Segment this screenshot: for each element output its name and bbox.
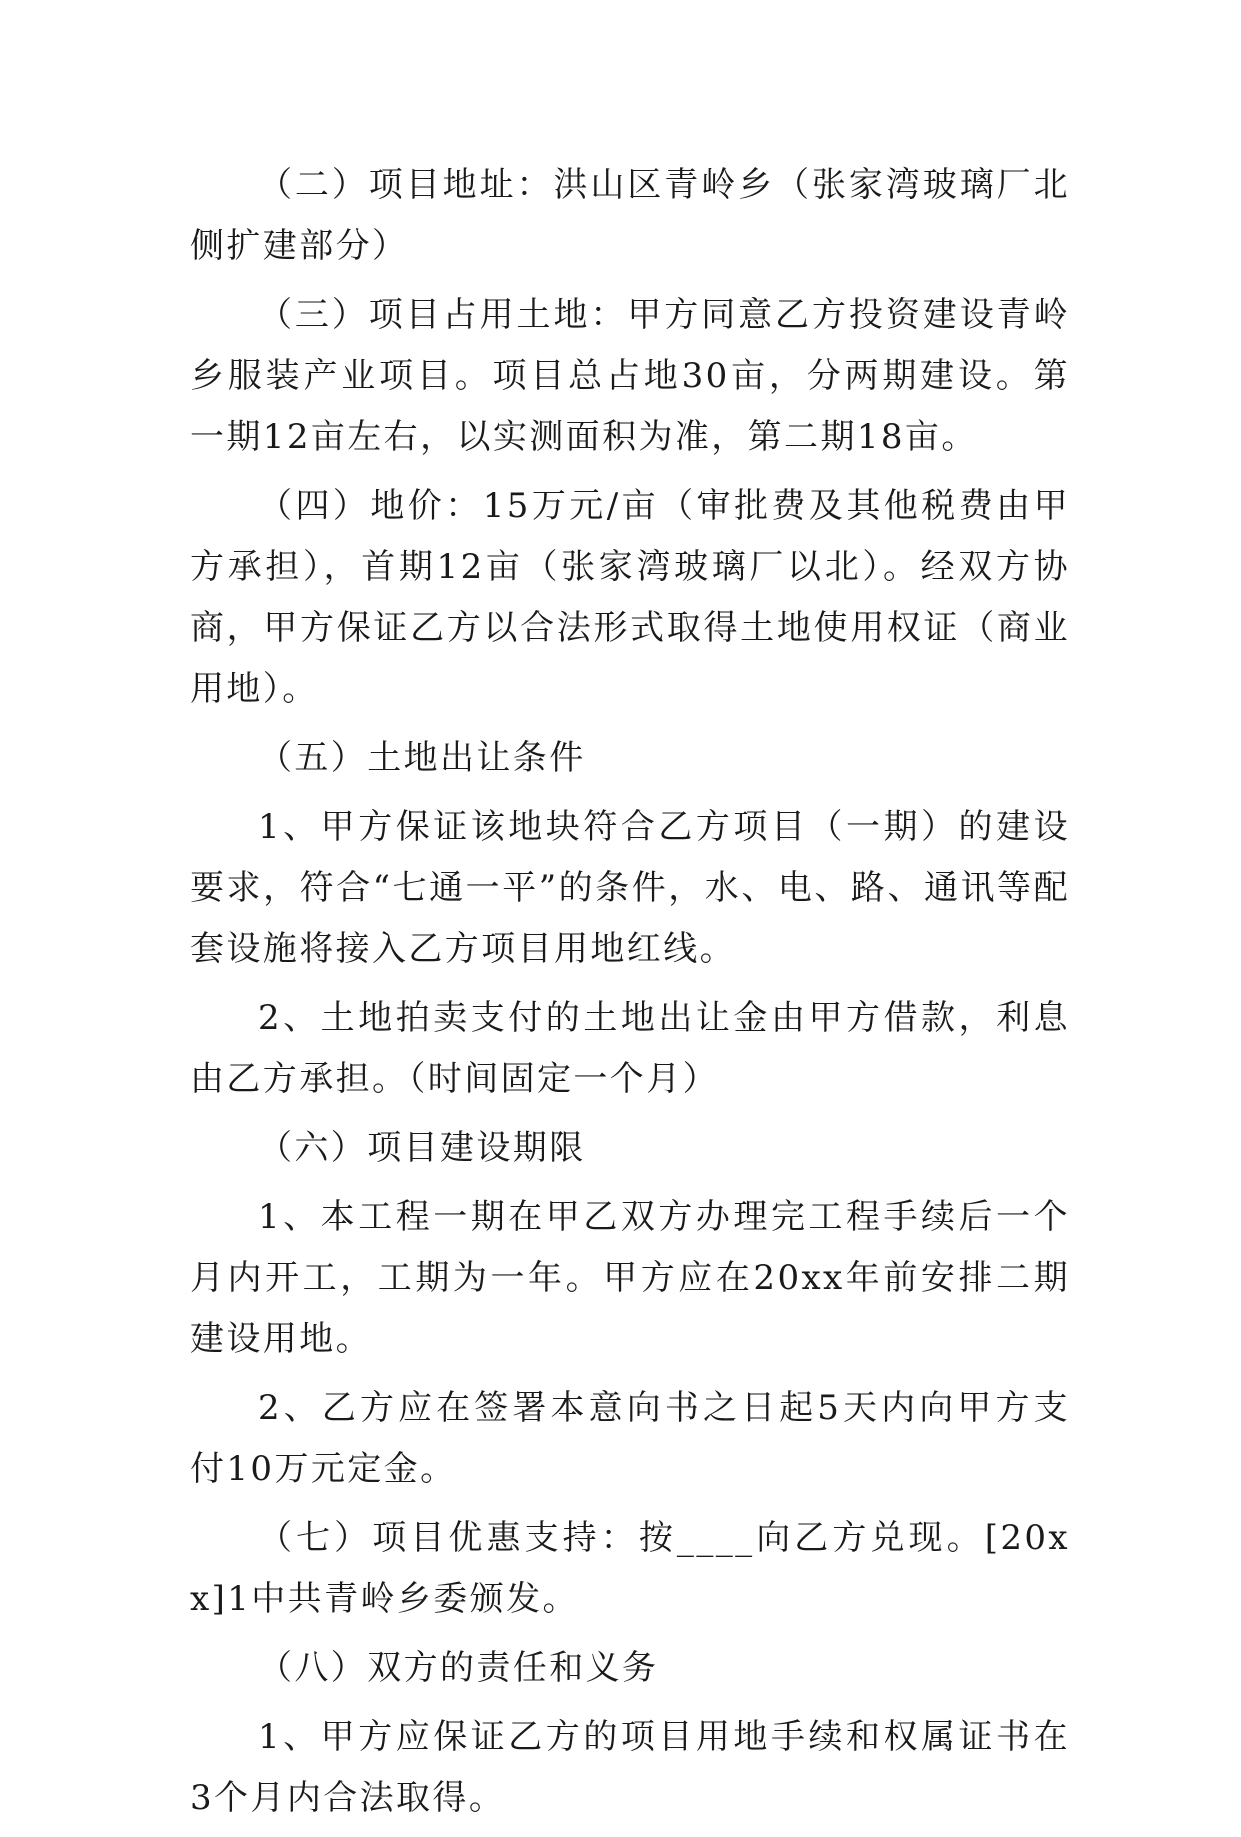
paragraph-land-use: （三）项目占用土地：甲方同意乙方投资建设青岭乡服装产业项目。项目总占地30亩，分两期建设。第一期12亩左右，以实测面积为准，第二期18亩。 [190, 295, 1070, 457]
document-page [190, 155, 1070, 1837]
paragraph-condition-2: 2、土地拍卖支付的土地出让金由甲方借款，利息由乙方承担。（时间固定一个月） [190, 998, 1070, 1099]
paragraph-responsibility-1: 1、甲方应保证乙方的项目用地手续和权属证书在3个月内合法取得。 [190, 1717, 1070, 1818]
heading-construction-period: （六）项目建设期限 [258, 1128, 586, 1168]
paragraph-period-1: 1、本工程一期在甲乙双方办理完工程手续后一个月内开工，工期为一年。甲方应在20xx年前安排二期建设用地。 [190, 1197, 1070, 1359]
paragraph-land-price: （四）地价：15万元/亩（审批费及其他税费由甲方承担），首期12亩（张家湾玻璃厂以北）。经双方协商，甲方保证乙方以合法形式取得土地使用权证（商业用地）。 [190, 486, 1070, 709]
paragraph-preferential-support: （七）项目优惠支持：按____向乙方兑现。[20xx]1中共青岭乡委颁发。 [190, 1518, 1070, 1619]
paragraph-condition-1: 1、甲方保证该地块符合乙方项目（一期）的建设要求，符合“七通一平”的条件，水、电、路、通讯等配套设施将接入乙方项目用地红线。 [190, 807, 1070, 969]
paragraph-project-address: （二）项目地址：洪山区青岭乡（张家湾玻璃厂北侧扩建部分） [190, 165, 1070, 266]
heading-responsibilities: （八）双方的责任和义务 [258, 1648, 659, 1688]
paragraph-period-2: 2、乙方应在签署本意向书之日起5天内向甲方支付10万元定金。 [190, 1388, 1070, 1489]
heading-transfer-conditions: （五）土地出让条件 [258, 738, 586, 778]
